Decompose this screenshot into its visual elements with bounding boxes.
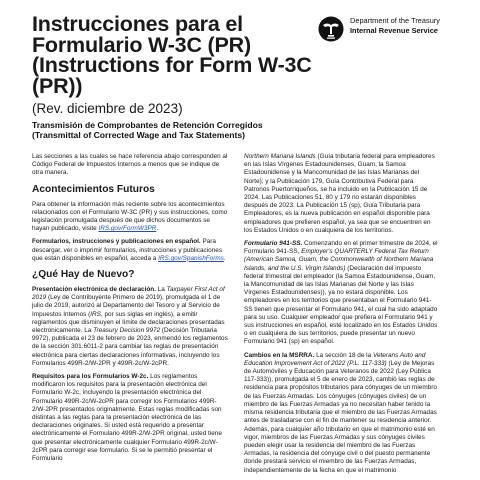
efile-paragraph: Presentación electrónica de declaración. La Taxpayer First Act of 2019 (Ley de Contribuyente Primero de 2019), promulgada el 1 de julio de 2019, autorizó al Departamento del Tesoro y al Servicio de Impuestos Internos (IRS, por sus siglas en inglés), a emitir reglamentos que disminuyen el límite de declaraciones presentadas electrónicamente. La Treasury Decision 9972 (Decisión Tributaria 9972), publicada el 23 de febrero de 2023, enmendó los reglamentos de la sección 301.6011-2 para cambiar las reglas de presentación electrónica para ciertas declaraciones informativas, incluyendo los Formularios 499R-2/W-2PR y 499R-2c/W-2cPR.: [32, 286, 228, 367]
w2c-requirements-paragraph: Requisitos para los Formularios W-2c. Los reglamentos modificaron los requisitos para la presentación electrónica del Formulario W-2c, incluyendo la presentación electrónica del Formulario 499R-2c/W-2cPR para corregir los Formularios 499R-2/W-2PR presentados originalmente. Estas reglas modificadas son distintas a las reglas para la presentación electrónica de las declaraciones originales. Si usted está requerido a presentar electrónicamente el Formulario 499R-2/W-2PR original, usted tiene que presentar electrónicamente cualquier Formulario 499R-2c/W-2cPR para corregir ese formulario. Si se le permitió presentar el Formulario: [32, 373, 222, 463]
subtitle-line: (Transmittal of Corrected Wage and Tax Statements): [32, 130, 245, 140]
heading-whats-new: ¿Qué Hay de Nuevo?: [32, 269, 135, 281]
subtitle-line: Transmisión de Comprobantes de Retención Corregidos: [32, 120, 263, 130]
agency-header: [318, 16, 440, 42]
title-line: Formulario W-3C (PR): [32, 32, 251, 57]
title-line: (PR)): [32, 73, 83, 98]
revision-date: (Rev. diciembre de 2023): [32, 101, 183, 116]
publications-paragraph: Northern Mariana Islands (Guía tributaria federal para empleadores en las Islas Vírgenes Estadounidenses, Guam, la Samoa Estadounidense y la Mancomunidad de las Islas Marianas del Norte); y la Publicación 179, Guía Contributiva Federal para Patronos Puertorriqueños, se ha incluido en la Publicación 15 de 2024. Las Publicaciones 51, 80 y 179 no estarán disponibles después de 2023. La Publicación 15 (sp), Guía Tributaria para Empleadores, es la nueva publicación en español disponible para empleadores que prefieren español, ya sea que se encuentren en los Estados Unidos o en cualquiera de los territorios.: [244, 153, 435, 234]
irs-eagle-logo-icon: [318, 16, 344, 42]
right-column: [244, 153, 440, 480]
intro-paragraph: Las secciones a las cuales se hace referencia abajo corresponden al Código Federal de Impuestos Internos a menos que se indique de otra manera.: [32, 153, 228, 177]
document-subtitle: [32, 120, 263, 140]
document-title: [32, 14, 332, 96]
spanish-forms-link[interactable]: IRS.gov/SpanishForms: [158, 254, 224, 262]
heading-future-developments: Acontecimientos Futuros: [32, 183, 155, 195]
title-line: (Instructions for Form W-3C: [32, 53, 312, 77]
left-column: [32, 153, 228, 468]
agency-line-treasury: Department of the Treasury: [350, 16, 440, 25]
future-paragraph: Para obtener la información más reciente sobre los acontecimientos relacionados con el Formulario W-3C (PR) y sus instrucciones, como legislación promulgada después de que dichos documentos se hayan publicado, visite IRS.gov/FormW3PR.: [32, 200, 228, 233]
msrra-paragraph: Cambios en la MSRRA. La sección 18 de la Veterans Auto and Education Improvement Act of 2022 (P.L. 117-333) (Ley de Mejoras de Automóviles y Educación para Veteranos de 2022 (Ley Pública 117-333)), promulgada el 5 de enero de 2023, cambió las reglas de residencia para propósitos tributarios para cónyuges de un miembro de las Fuerzas Armadas. Los cónyuges (cónyuges civiles) de un miembro de las Fuerzas Armadas ya no necesitan haber tenido la misma residencia tributaria que el miembro de las Fuerzas Armadas antes de trasladarse con él fin de mantener su residencia anterior. Además, para cualquier año tributario en que el matrimonio esté en vigor, miembros de las Fuerzas Armadas y sus cónyuges civiles pueden elegir usar la residencia del miembro de las Fuerzas Armadas, la residencia del cónyuge civil o del puesto permanente donde prestará servicio el miembro de las Fuerzas Armadas, independientemente de la fecha en que el matrimonio: [244, 351, 437, 474]
spanish-forms-paragraph: Formularios, instrucciones y publicaciones en español. Para descargar, ver o imprimir formularios, instrucciones y publicaciones que están disponibles en español, acceda a IRS.gov/SpanishForms.: [32, 238, 226, 262]
form-w3pr-link[interactable]: IRS.gov/FormW3PR: [98, 225, 157, 233]
agency-line-irs: Internal Revenue Service: [350, 26, 438, 35]
title-line: Instrucciones para el: [32, 12, 243, 36]
form-941ss-paragraph: Formulario 941-SS. Comenzando en el primer trimestre de 2024, el Formulario 941-SS, Employer's QUARTERLY Federal Tax Return (American Samoa, Guam, the Commonwealth of Northern Mariana Islands, and the U.S. Virgin Islands) (Declaración del impuesto federal trimestral del empleador (la Samoa Estadounidense, Guam, la Mancomunidad de las Islas Marianas del Norte y las Islas Vírgenes Estadounidenses)), ya no estará disponible. Los empleadores en los territorios que presentaban el Formulario 941-SS tienen que presentar el Formulario 941, el cual ha sido adaptado para su uso. Cualquier empleador que prefiera el Formulario 941 y sus instrucciones en español, esté localizado en los Estados Unidos o en cualquiera de sus territorios, puede presentar un nuevo Formulario 941 (sp) en español.: [244, 240, 438, 346]
